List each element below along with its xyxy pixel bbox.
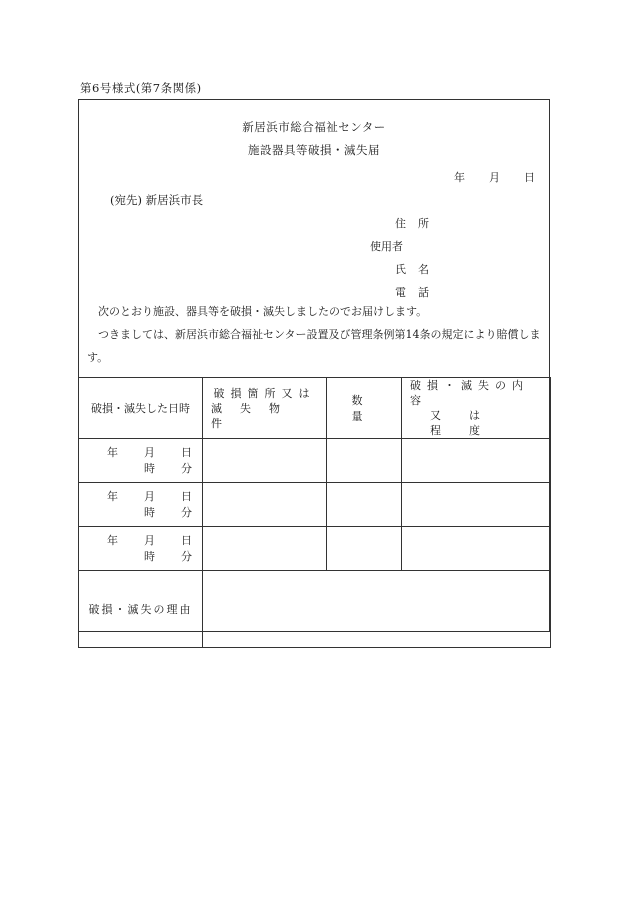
- table-row: [79, 439, 551, 483]
- detail-cell[interactable]: [402, 483, 551, 527]
- datetime-cell: [79, 527, 203, 571]
- address-label: 住所: [395, 217, 441, 230]
- date-day-label: 日: [524, 171, 535, 184]
- item-cell[interactable]: [203, 439, 327, 483]
- datetime-cell: [79, 439, 203, 483]
- date-year-label: 年: [454, 171, 465, 184]
- header-detail-line2: 又は程度: [430, 409, 508, 437]
- header-detail-line1: 破損・滅失の内容: [410, 379, 529, 407]
- header-item-line2: 滅失物件: [211, 401, 298, 430]
- item-cell[interactable]: [203, 527, 327, 571]
- quantity-cell[interactable]: [327, 527, 402, 571]
- month-label: 月: [144, 489, 155, 503]
- item-cell[interactable]: [203, 483, 327, 527]
- date-month-label: 月: [489, 171, 500, 184]
- reason-cell[interactable]: [203, 571, 551, 648]
- body-paragraph-1: 次のとおり施設、器具等を破損・滅失しましたのでお届けします。: [98, 305, 428, 318]
- hour-label: 時: [144, 505, 155, 519]
- header-item-line1: 破損箇所又は: [213, 386, 316, 400]
- year-label: 年: [107, 445, 118, 459]
- body-text: [87, 300, 541, 369]
- form-title-line1: 新居浜市総合福祉センター: [242, 120, 386, 134]
- body-paragraph-2: つきましては、新居浜市総合福祉センター設置及び管理条例第14条の規定により賠償します。: [87, 328, 541, 364]
- detail-cell[interactable]: [402, 439, 551, 483]
- header-quantity: 数量: [327, 378, 402, 439]
- form-number: 第6号様式(第7条関係): [80, 81, 202, 95]
- form-title-line2: 施設器具等破損・滅失届: [248, 143, 380, 157]
- datetime-cell: [79, 483, 203, 527]
- day-label: 日: [181, 445, 192, 459]
- phone-label: 電話: [395, 286, 441, 299]
- month-label: 月: [144, 445, 155, 459]
- table-row: [79, 527, 551, 571]
- day-label: 日: [181, 533, 192, 547]
- reason-row: [79, 571, 551, 648]
- year-label: 年: [107, 489, 118, 503]
- table-header-row: [79, 378, 551, 439]
- minute-label: 分: [181, 461, 192, 475]
- header-datetime: 破損・滅失した日時: [79, 378, 203, 439]
- reason-label: 破損・滅失の理由: [79, 571, 203, 648]
- table-row: [79, 483, 551, 527]
- form-frame: [78, 99, 550, 632]
- damage-table: [78, 377, 551, 648]
- quantity-cell[interactable]: [327, 483, 402, 527]
- quantity-cell[interactable]: [327, 439, 402, 483]
- user-label: 使用者: [370, 240, 403, 253]
- year-label: 年: [107, 533, 118, 547]
- detail-cell[interactable]: [402, 527, 551, 571]
- day-label: 日: [181, 489, 192, 503]
- hour-label: 時: [144, 549, 155, 563]
- hour-label: 時: [144, 461, 155, 475]
- minute-label: 分: [181, 505, 192, 519]
- minute-label: 分: [181, 549, 192, 563]
- addressee: (宛先) 新居浜市長: [110, 193, 204, 207]
- header-item: [203, 378, 327, 439]
- name-label: 氏名: [395, 263, 441, 276]
- header-detail: [402, 378, 551, 439]
- month-label: 月: [144, 533, 155, 547]
